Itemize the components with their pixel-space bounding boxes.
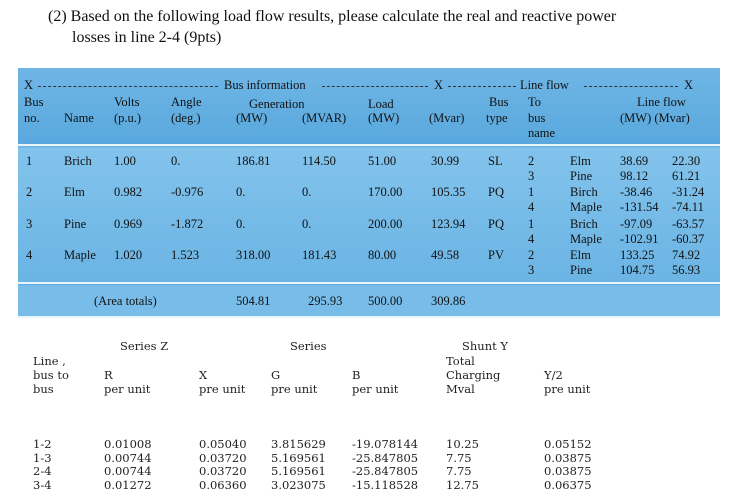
flow-to-name: Maple xyxy=(570,232,602,246)
totals-load-mw: 500.00 xyxy=(368,294,403,308)
bus-no: 1 xyxy=(26,154,33,168)
divider xyxy=(18,144,720,146)
header-x-mid: X xyxy=(434,78,444,92)
question-text xyxy=(48,6,728,48)
bus-load-mvar: 123.94 xyxy=(431,217,466,231)
header-pu: (p.u.) xyxy=(114,111,142,125)
line-x: 0.06360 xyxy=(199,477,247,492)
line-g: 3.815629 xyxy=(271,437,326,451)
bus-type: SL xyxy=(488,154,503,168)
header-gen-mw: (MW) xyxy=(236,111,268,125)
flow-to-name: Pine xyxy=(570,263,593,277)
bus-load-mw: 170.00 xyxy=(368,185,403,199)
flow-mw: -97.09 xyxy=(620,217,653,231)
bus-angle: 0. xyxy=(171,154,181,168)
line-r: 0.01008 xyxy=(104,437,152,451)
header-y2-unit: pre unit xyxy=(544,382,591,396)
header-y2: Y/2 xyxy=(544,368,563,382)
line-charging: 10.25 xyxy=(446,437,479,451)
line-charging: 7.75 xyxy=(446,464,472,478)
flow-mw: 38.69 xyxy=(620,154,649,168)
flow-mw: -131.54 xyxy=(620,200,659,214)
bus-gen-mvar: 114.50 xyxy=(302,154,336,168)
header-b-unit: per unit xyxy=(352,382,399,396)
line-b: -15.118528 xyxy=(352,477,419,492)
header-mval: Mval xyxy=(446,382,475,396)
line-charging: 12.75 xyxy=(446,477,479,492)
header-to-1: To xyxy=(528,95,542,109)
flow-mvar: 61.21 xyxy=(672,169,701,183)
totals-label: (Area totals) xyxy=(94,294,157,308)
header-r-unit: per unit xyxy=(104,382,151,396)
header-b: B xyxy=(352,368,361,382)
header-charging: Charging xyxy=(446,368,501,382)
totals-gen-mw: 504.81 xyxy=(236,294,271,308)
bus-gen-mvar: 0. xyxy=(302,217,312,231)
header-r: R xyxy=(104,368,113,382)
header-line-flow: Line flow xyxy=(637,95,686,109)
flow-mvar: -74.11 xyxy=(672,200,704,214)
flow-mvar: -60.37 xyxy=(672,232,705,246)
header-line: Line , xyxy=(33,354,66,368)
bus-gen-mw: 186.81 xyxy=(236,154,271,168)
line-y2: 0.03875 xyxy=(544,450,592,465)
divider xyxy=(18,282,720,284)
header-x-left: X xyxy=(24,78,34,92)
header-volts: Volts xyxy=(114,95,140,109)
totals-load-mvar: 309.86 xyxy=(431,294,466,308)
line-r: 0.00744 xyxy=(104,464,152,478)
line-r: 0.01272 xyxy=(104,477,152,492)
question-line-1: (2) Based on the following load flow results, please calculate the real and reactive power xyxy=(48,8,617,25)
flow-to-name: Elm xyxy=(570,154,591,168)
question-line-2: losses in line 2-4 (9pts) xyxy=(72,29,222,46)
bus-volts: 0.982 xyxy=(114,185,143,199)
flow-mw: -102.91 xyxy=(620,232,659,246)
flow-mw: 104.75 xyxy=(620,263,655,277)
line-y2: 0.05152 xyxy=(544,437,592,451)
header-bus-type-1: Bus xyxy=(489,95,509,109)
header-g: G xyxy=(271,368,281,382)
header-x-right: X xyxy=(684,78,694,92)
bus-load-mvar: 30.99 xyxy=(431,154,460,168)
flow-to-name: Brich xyxy=(570,217,598,231)
line-data-table xyxy=(0,334,742,503)
header-total: Total xyxy=(446,354,475,368)
line-y2: 0.06375 xyxy=(544,477,592,492)
flow-mvar: 74.92 xyxy=(672,248,701,262)
header-x-unit: pre unit xyxy=(199,382,246,396)
line-b: -19.078144 xyxy=(352,437,419,451)
bus-load-mw: 51.00 xyxy=(368,154,397,168)
bus-type: PV xyxy=(488,248,504,262)
bus-gen-mw: 0. xyxy=(236,185,246,199)
bus-load-mw: 80.00 xyxy=(368,248,397,262)
flow-to-bus: 1 xyxy=(528,217,535,231)
header-load-mvar: (Mvar) xyxy=(429,111,465,125)
bus-volts: 0.969 xyxy=(114,217,143,231)
flow-to-bus: 4 xyxy=(528,200,535,214)
flow-mvar: -31.24 xyxy=(672,185,705,199)
flow-mw: 133.25 xyxy=(620,248,655,262)
bus-name: Pine xyxy=(64,217,87,231)
bus-load-mvar: 105.35 xyxy=(431,185,466,199)
header-series: Series xyxy=(290,339,327,353)
flow-to-bus: 2 xyxy=(528,154,535,168)
line-x: 0.03720 xyxy=(199,450,247,465)
flow-mw: 98.12 xyxy=(620,169,649,183)
line-b: -25.847805 xyxy=(352,450,419,465)
divider xyxy=(18,316,720,318)
header-g-unit: pre unit xyxy=(271,382,318,396)
flow-to-bus: 1 xyxy=(528,185,535,199)
flow-to-name: Pine xyxy=(570,169,593,183)
line-id: 1-3 xyxy=(33,450,52,465)
bus-no: 3 xyxy=(26,217,33,231)
line-r: 0.00744 xyxy=(104,450,152,465)
header-name: Name xyxy=(64,111,94,125)
bus-type: PQ xyxy=(488,217,504,231)
line-g: 5.169561 xyxy=(271,450,326,465)
bus-type: PQ xyxy=(488,185,504,199)
flow-to-bus: 3 xyxy=(528,169,535,183)
flow-mw: -38.46 xyxy=(620,185,653,199)
header-bus-to: bus to xyxy=(33,368,69,382)
line-y2: 0.03875 xyxy=(544,464,592,478)
bus-gen-mvar: 181.43 xyxy=(302,248,337,262)
bus-load-mvar: 49.58 xyxy=(431,248,460,262)
bus-volts: 1.00 xyxy=(114,154,136,168)
header-gen-mvar: (MVAR) xyxy=(302,111,347,125)
header-shunt-y: Shunt Y xyxy=(462,339,508,353)
header-bus-type-2: type xyxy=(486,111,508,125)
header-to-2: bus xyxy=(528,111,546,125)
bus-gen-mvar: 0. xyxy=(302,185,312,199)
bus-no: 2 xyxy=(26,185,33,199)
flow-mvar: 56.93 xyxy=(672,263,701,277)
flow-to-name: Maple xyxy=(570,200,602,214)
line-x: 0.05040 xyxy=(199,437,247,451)
flow-to-bus: 2 xyxy=(528,248,535,262)
header-load-mw: (MW) xyxy=(368,111,400,125)
flow-mvar: 22.30 xyxy=(672,154,701,168)
bus-gen-mw: 0. xyxy=(236,217,246,231)
line-x: 0.03720 xyxy=(199,464,247,478)
bus-angle: 1.523 xyxy=(171,248,200,262)
flow-mvar: -63.57 xyxy=(672,217,705,231)
bus-angle: -0.976 xyxy=(171,185,204,199)
bus-gen-mw: 318.00 xyxy=(236,248,271,262)
bus-volts: 1.020 xyxy=(114,248,143,262)
header-angle: Angle xyxy=(171,95,202,109)
flow-to-bus: 3 xyxy=(528,263,535,277)
flow-to-bus: 4 xyxy=(528,232,535,246)
line-g: 3.023075 xyxy=(271,477,326,492)
bus-name: Brich xyxy=(64,154,92,168)
header-line-flow-units: (MW) (Mvar) xyxy=(620,111,690,125)
header-x: X xyxy=(199,368,208,382)
flow-to-name: Elm xyxy=(570,248,591,262)
line-g: 5.169561 xyxy=(271,464,326,478)
line-b: -25.847805 xyxy=(352,464,419,478)
bus-angle: -1.872 xyxy=(171,217,204,231)
header-bus: bus xyxy=(33,382,54,396)
header-generation: Generation xyxy=(249,97,305,111)
header-bus: Bus xyxy=(24,95,44,109)
header-series-z: Series Z xyxy=(120,339,169,353)
header-line-flow-title: Line flow xyxy=(520,78,569,92)
bus-load-mw: 200.00 xyxy=(368,217,403,231)
line-id: 2-4 xyxy=(33,464,52,478)
line-id: 3-4 xyxy=(33,477,52,492)
bus-name: Maple xyxy=(64,248,96,262)
line-charging: 7.75 xyxy=(446,450,472,465)
load-flow-table xyxy=(18,68,720,318)
header-bus-information: Bus information xyxy=(224,78,306,92)
header-to-3: name xyxy=(528,126,556,140)
bus-name: Elm xyxy=(64,185,85,199)
header-no: no. xyxy=(24,111,40,125)
bus-no: 4 xyxy=(26,248,33,262)
line-id: 1-2 xyxy=(33,437,52,451)
header-load: Load xyxy=(368,97,394,111)
totals-gen-mvar: 295.93 xyxy=(308,294,343,308)
flow-to-name: Birch xyxy=(570,185,598,199)
header-deg: (deg.) xyxy=(171,111,201,125)
